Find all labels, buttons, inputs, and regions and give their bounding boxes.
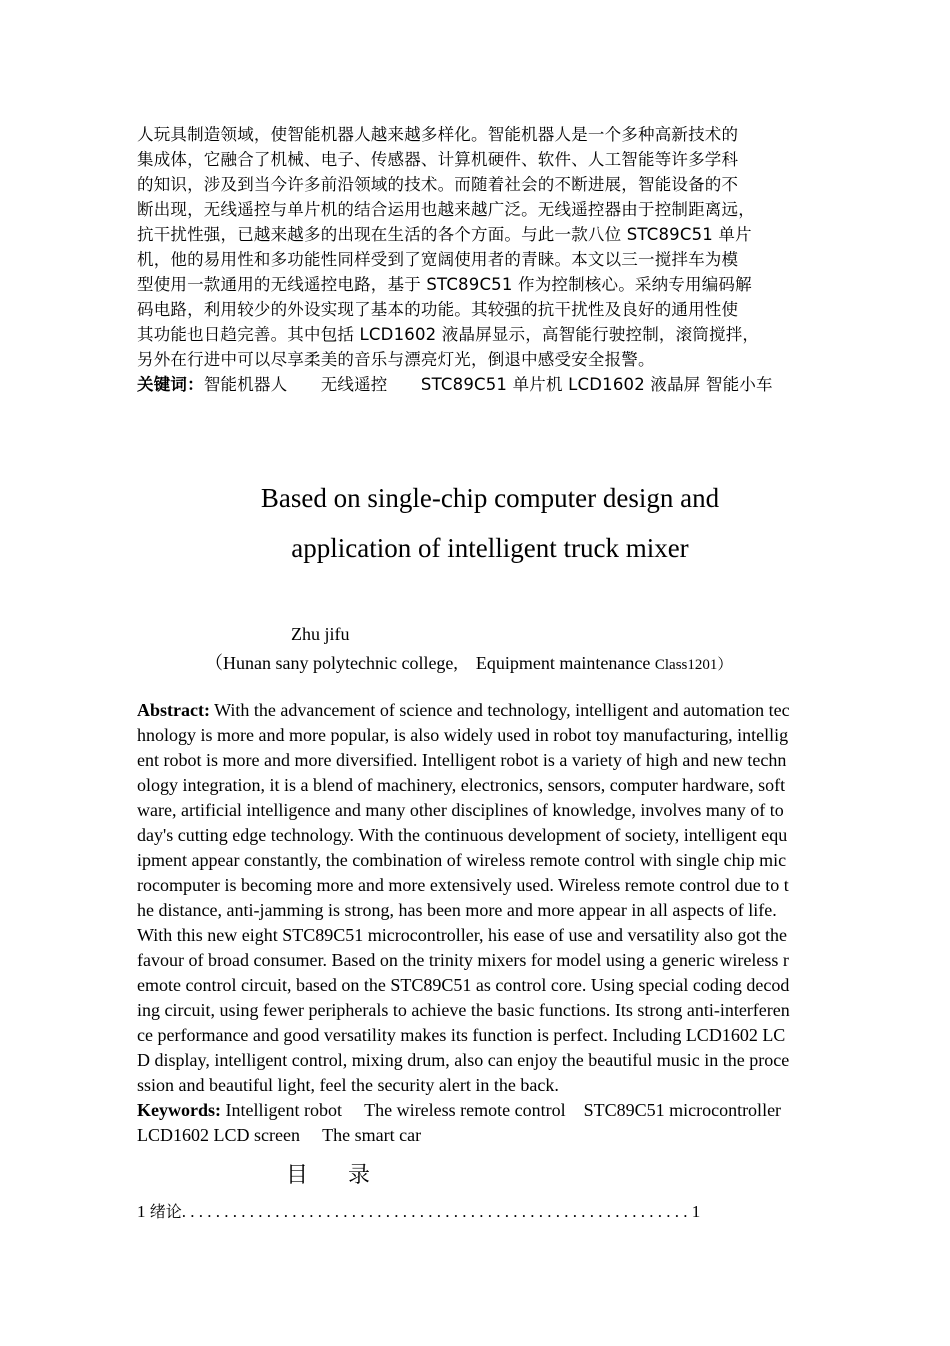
abstract-line: D display, intelligent control, mixing drum, also can enjoy the beautiful music in the proce [137, 1050, 790, 1070]
abstract-line: 机，他的易用性和多功能性同样受到了宽阔使用者的青睐。本文以三一搅拌车为模 [137, 250, 739, 269]
abstract-line: he distance, anti-jamming is strong, has been more and more appear in all aspects of life. [137, 900, 777, 920]
abstract-line: emote control circuit, based on the STC89C51 as control core. Using special coding decod [137, 975, 790, 995]
english-abstract [137, 698, 837, 1148]
abstract-line [137, 698, 837, 723]
english-keywords [137, 1098, 837, 1123]
abstract-line: ipment appear constantly, the combination of wireless remote control with single chip mic [137, 850, 787, 870]
abstract-line: 断出现，无线遥控与单片机的结合运用也越来越广泛。无线遥控器由于控制距离远， [137, 200, 755, 219]
abstract-line: 的知识，涉及到当今许多前沿领域的技术。而随着社会的不断进展，智能设备的不 [137, 175, 739, 194]
keywords-label: 关键词： [137, 375, 204, 394]
toc-page: 1 [691, 1202, 701, 1221]
affiliation [205, 649, 732, 675]
keywords-text: 智能机器人 无线遥控 STC89C51 单片机 LCD1602 液晶屏 智能小车 [203, 375, 773, 394]
english-keywords-cont: LCD1602 LCD screen The smart car [137, 1125, 422, 1145]
abstract-line: 另外在行进中可以尽享柔美的音乐与漂亮灯光，倒退中感受安全报警。 [137, 350, 655, 369]
abstract-text: With the advancement of science and technology, intelligent and automation tec [209, 700, 790, 720]
abstract-line: ssion and beautiful light, feel the security alert in the back. [137, 1075, 559, 1095]
abstract-line: With this new eight STC89C51 microcontroller, his ease of use and versatility also got the [137, 925, 787, 945]
abstract-line: 集成体，它融合了机械、电子、传感器、计算机硬件、软件、人工智能等许多学科 [137, 150, 739, 169]
toc-entry[interactable] [137, 1199, 700, 1222]
english-title [0, 473, 950, 573]
chinese-keywords [137, 372, 837, 397]
author: Zhu jifu [291, 624, 350, 644]
abstract-line: day's cutting edge technology. With the continuous development of society, intelligent equ [137, 825, 788, 845]
title-line: application of intelligent truck mixer [291, 533, 689, 563]
abstract-line: 抗干扰性强，已越来越多的出现在生活的各个方面。与此一款八位 STC89C51 单片 [137, 225, 752, 244]
abstract-line: hnology is more and more popular, is also widely used in robot toy manufacturing, intellig [137, 725, 789, 745]
affiliation-text: （Hunan sany polytechnic college, Equipment maintenance [205, 653, 655, 673]
abstract-line: ology integration, it is a blend of machinery, electronics, sensors, computer hardware, soft [137, 775, 786, 795]
title-line: Based on single-chip computer design and [260, 483, 720, 513]
toc-dots: . . . . . . . . . . . . . . . . . . . . . . . . . . . . . . . . . . . . . . . . . . . . . . . . . . . . . . . . . . . . [181, 1202, 692, 1221]
toc-label: 绪论 [149, 1202, 182, 1221]
abstract-label: Abstract: [137, 700, 210, 720]
abstract-line: 型使用一款通用的无线遥控电路，基于 STC89C51 作为控制核心。采纳专用编码解 [137, 275, 752, 294]
abstract-line: ing circuit, using fewer peripherals to achieve the basic functions. Its strong anti-interferen [137, 1000, 790, 1020]
keywords-text: Intelligent robot The wireless remote control STC89C51 microcontroller [221, 1100, 782, 1120]
affiliation-class: Class1201） [654, 657, 733, 673]
toc-title: 目录 [286, 1163, 411, 1188]
keywords-label: Keywords: [137, 1100, 221, 1120]
abstract-line: ent robot is more and more diversified. Intelligent robot is a variety of high and new techn [137, 750, 787, 770]
abstract-line: favour of broad consumer. Based on the trinity mixers for model using a generic wireless r [137, 950, 789, 970]
chinese-abstract [137, 122, 837, 397]
abstract-line: 其功能也日趋完善。其中包括 LCD1602 液晶屏显示，高智能行驶控制，滚筒搅拌， [137, 325, 760, 344]
abstract-line: 人玩具制造领域，使智能机器人越来越多样化。智能机器人是一个多种高新技术的 [137, 125, 739, 144]
toc-number: 1 [137, 1202, 150, 1221]
abstract-line: ce performance and good versatility makes its function is perfect. Including LCD1602 LC [137, 1025, 786, 1045]
abstract-line: ware, artificial intelligence and many other disciplines of knowledge, involves many of to [137, 800, 784, 820]
abstract-line: 码电路，利用较少的外设实现了基本的功能。其较强的抗干扰性及良好的通用性使 [137, 300, 739, 319]
abstract-line: rocomputer is becoming more and more extensively used. Wireless remote control due to t [137, 875, 789, 895]
